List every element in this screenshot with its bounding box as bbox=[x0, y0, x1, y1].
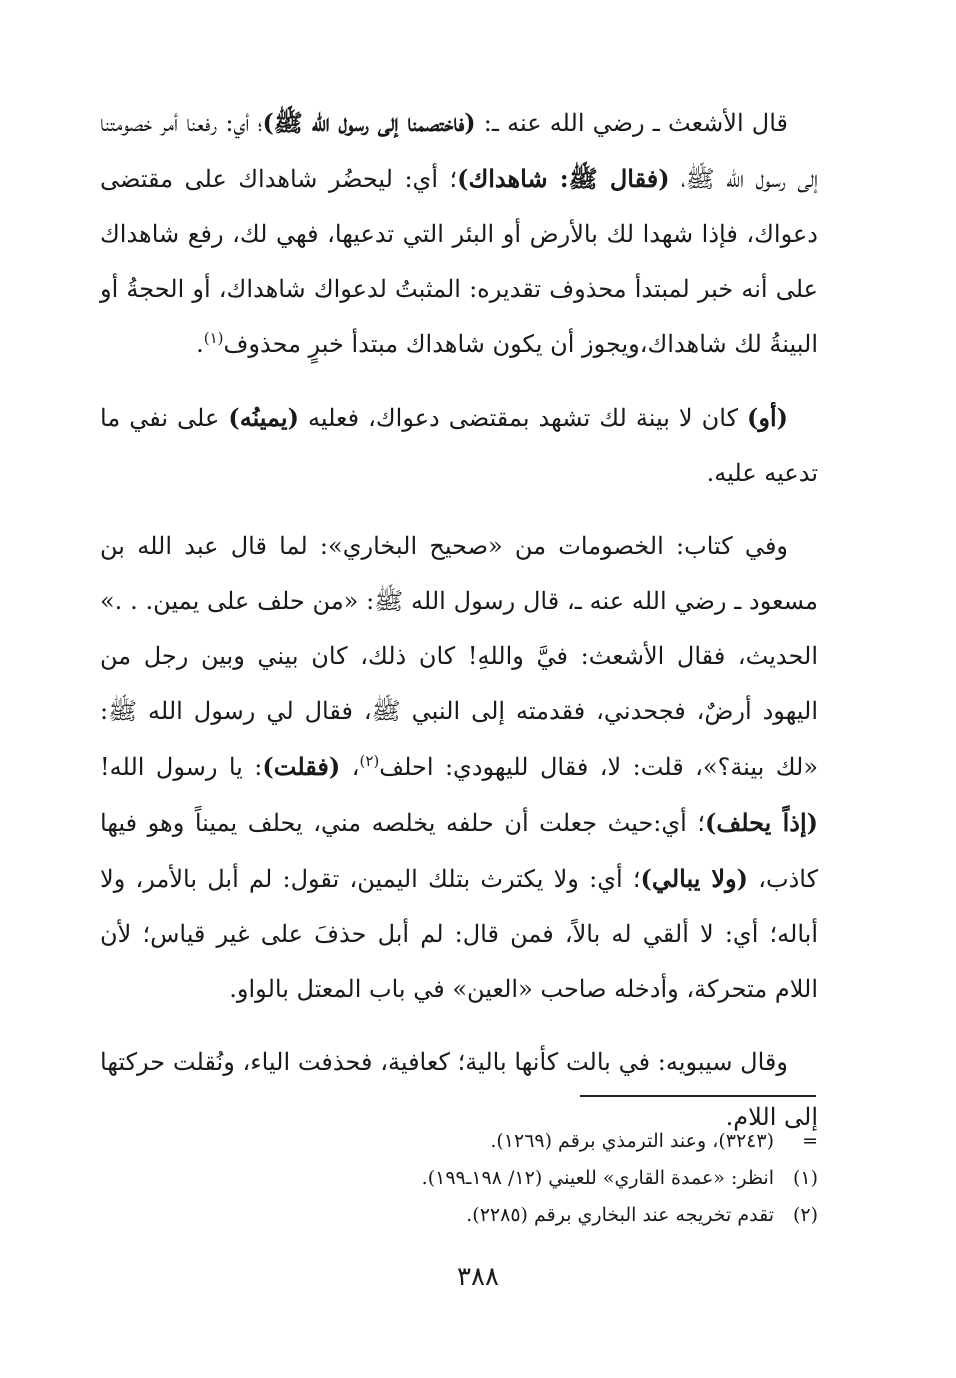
p2-text-d: على نفي ما تدعيه عليه. bbox=[100, 404, 818, 487]
footnote-separator bbox=[580, 1095, 816, 1097]
p3-text-f: ؛ أي:حيث جعلت أن حلفه يخلصه مني، يحلف يميناً وهو فيها كاذب، bbox=[100, 809, 818, 893]
p1-text-end: . bbox=[196, 330, 204, 358]
p1-bold-b: (فاختصمنا إلى رسول الله ﷺ) bbox=[262, 108, 476, 137]
footnote-marker: = bbox=[802, 1130, 818, 1152]
page-number: ٣٨٨ bbox=[457, 1262, 499, 1292]
p2-bold-a: (أو) bbox=[747, 403, 788, 432]
page-body bbox=[100, 95, 818, 1163]
footnote-2 bbox=[118, 1197, 818, 1234]
p3-bold-c: (فقلت) bbox=[262, 752, 341, 781]
footnotes bbox=[118, 1123, 818, 1234]
p3-text-d: : يا رسول الله! bbox=[100, 753, 263, 781]
paragraph-1 bbox=[100, 95, 818, 372]
footnote-text: تقدم تخريجه عند البخاري برقم (٢٢٨٥). bbox=[466, 1204, 774, 1226]
p3-text-h: ؛ أي: ولا يكترث بتلك اليمين، تقول: لم أبل بالأمر، ولا أباله؛ أي: لا ألقي له بالاً، فمن قال: لم أبل حذفَ على غير قياس؛ لأن اللام متحركة، وأدخله صاحب «العين» في باب المعتل بالواو. bbox=[100, 865, 818, 1003]
paragraph-2 bbox=[100, 390, 818, 501]
footnote-1 bbox=[118, 1160, 818, 1197]
p2-text-b: كان لا بينة لك تشهد بمقتضى دعواك، فعليه bbox=[298, 404, 748, 432]
p1-text-c: ؛ أي: رفعنا أمر خصومتنا إلى رسول الله ﷺ، bbox=[100, 109, 818, 193]
footnote-ref-1[interactable]: (١) bbox=[203, 329, 224, 347]
p4-text-a: وقال سيبويه: في بالت كأنها بالية؛ كعافية، فحذفت الياء، ونُقلت حركتها إلى اللام. bbox=[100, 1048, 818, 1131]
footnote-marker: (٢) bbox=[792, 1204, 818, 1226]
p3-text-b: ، bbox=[340, 753, 360, 781]
p1-text-a: قال الأشعث ـ رضي الله عنه ـ: bbox=[475, 109, 789, 137]
footnote-marker: (١) bbox=[792, 1167, 818, 1189]
footnote-text: (٣٢٤٣)، وعند الترمذي برقم (١٢٦٩). bbox=[490, 1130, 774, 1152]
footnote-text: انظر: «عمدة القاري» للعيني (١٢/ ١٩٨ـ١٩٩). bbox=[421, 1167, 774, 1189]
footnote-ref-2[interactable]: (٢) bbox=[359, 752, 380, 770]
paragraph-3 bbox=[100, 519, 818, 1017]
p2-bold-c: (يمينُه) bbox=[228, 403, 299, 432]
p1-text-e: ؛ أي: ليحضُر شاهداك على مقتضى دعواك، فإذا شهدا لك بالأرض أو البئر التي تدعيها، فهي لك، رفع شاهداك على أنه خبر لمبتدأ محذوف تقديره: المثبتُ لدعواك شاهداك، أو الحجةُ أو البينةُ لك شاهداك،ويجوز أن يكون شاهداك مبتدأ خبرٍ محذوف bbox=[100, 165, 818, 358]
p1-bold-d: (فقال ﷺ: شاهداك) bbox=[457, 164, 670, 193]
footnote-continued bbox=[118, 1123, 818, 1160]
p3-bold-g: (ولا يبالي) bbox=[640, 864, 748, 893]
p3-text-a: وفي كتاب: الخصومات من «صحيح البخاري»: لما قال عبد الله بن مسعود ـ رضي الله عنه ـ، قال رسول الله ﷺ: «من حلف على يمين. . .» الحديث، فقال الأشعث: فيَّ واللهِ! كان ذلك، كان بيني وبين رجل من اليهود أرضٌ، فجحدني، فقدمته إلى النبي ﷺ، فقال لي رسول الله ﷺ: «لك بينة؟»، قلت: لا، فقال لليهودي: احلف bbox=[100, 532, 819, 781]
p3-bold-e: (إذاً يحلف) bbox=[705, 808, 818, 837]
